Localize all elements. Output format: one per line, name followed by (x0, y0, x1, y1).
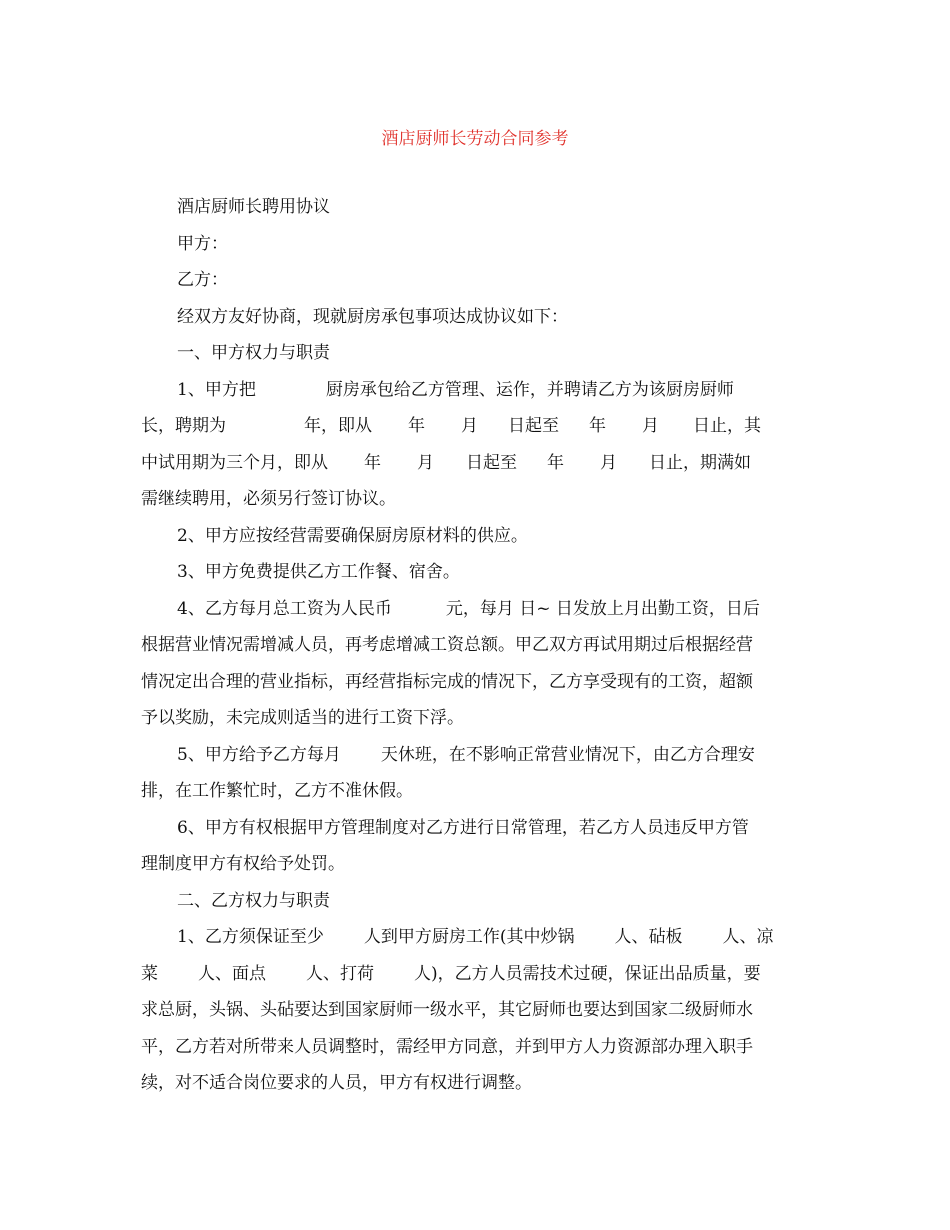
text-segment: 月 (417, 452, 434, 473)
text-segment: 年 (408, 416, 425, 436)
text-segment: 年 (589, 416, 606, 436)
text-segment: 年 (364, 452, 381, 473)
text-segment: 年 (547, 452, 564, 473)
clause-1-4-line: 情况定出合理的营业指标，再经营指标完成的情况下，乙方享受现有的工资，超额 (141, 671, 753, 692)
clause-1-3: 3、甲方免费提供乙方工作餐、宿舍。 (177, 562, 460, 582)
clause-1-5-line: 排，在工作繁忙时，乙方不准休假。 (141, 781, 413, 801)
text-segment: 1、乙方须保证至少 (177, 927, 324, 947)
clause-1-4-line (141, 591, 811, 628)
party-a-label: 甲方： (177, 233, 228, 254)
text-segment: 长，聘期为 (141, 416, 226, 436)
text-segment: 元，每月 日~ 日发放上月出勤工资，日后 (445, 598, 760, 619)
text-segment: 人、打荷 (306, 963, 374, 984)
section-heading-1: 一、甲方权力与职责 (177, 343, 330, 363)
clause-1-4-line: 根据营业情况需增减人员，再考虑增减工资总额。甲乙双方再试用期过后根据经营 (141, 635, 753, 655)
text-segment: 4、乙方每月总工资为人民币 (177, 598, 392, 619)
clause-2-1-line (141, 919, 811, 956)
clause-1-4-line: 予以奖励，未完成则适当的进行工资下浮。 (141, 708, 464, 728)
clause-2-1-line (141, 956, 811, 993)
agreement-heading: 酒店厨师长聘用协议 (177, 197, 330, 217)
clause-1-6-line: 理制度甲方有权给予处罚。 (141, 854, 345, 874)
text-segment: 日止，其 (693, 416, 761, 436)
text-segment: 月 (461, 416, 478, 436)
clause-1-2: 2、甲方应按经营需要确保厨房原材料的供应。 (177, 525, 528, 546)
text-segment: 5、甲方给予乙方每月 (177, 744, 341, 765)
text-segment: 1、甲方把 (177, 379, 256, 400)
text-segment: 月 (642, 416, 659, 436)
document-title: 酒店厨师长劳动合同参考 (381, 129, 569, 149)
intro-paragraph: 经双方友好协商，现就厨房承包事项达成协议如下： (177, 306, 568, 327)
text-segment: 人、面点 (198, 963, 266, 984)
text-segment: 日止，期满如 (649, 452, 751, 473)
section-heading-2: 二、乙方权力与职责 (177, 890, 330, 911)
clause-1-1-line (141, 445, 811, 482)
text-segment: 日起至 (466, 452, 517, 473)
clause-1-6-line: 6、甲方有权根据甲方管理制度对乙方进行日常管理，若乙方人员违反甲方管 (177, 817, 749, 838)
text-segment: 中试用期为三个月，即从 (141, 452, 328, 473)
text-segment: 年，即从 (304, 416, 372, 436)
text-segment: 厨房承包给乙方管理、运作，并聘请乙方为该厨房厨师 (325, 379, 734, 400)
clause-1-5-line (141, 737, 811, 774)
party-b-label: 乙方： (177, 270, 228, 290)
text-segment: 人)，乙方人员需技术过硬，保证出品质量，要 (414, 963, 761, 984)
document-body (141, 189, 811, 1102)
clause-2-1-line: 求总厨，头锅、头砧要达到国家厨师一级水平，其它厨师也要达到国家二级厨师水 (141, 1000, 753, 1020)
text-segment: 人、砧板 (614, 927, 683, 947)
clause-2-1-line: 平，乙方若对所带来人员调整时，需经甲方同意，并到甲方人力资源部办理入职手 (141, 1036, 753, 1057)
text-segment: 天休班，在不影响正常营业情况下，由乙方合理安 (380, 744, 755, 765)
text-segment: 日起至 (508, 416, 559, 436)
text-segment: 月 (600, 452, 617, 473)
text-segment: 人到甲方厨房工作(其中炒锅 (363, 927, 575, 947)
text-segment: 人、凉 (722, 927, 774, 947)
clause-1-1-line (141, 372, 811, 409)
clause-2-1-line: 续，对不适合岗位要求的人员，甲方有权进行调整。 (141, 1073, 532, 1093)
clause-1-1-line (141, 408, 811, 445)
text-segment: 菜 (141, 963, 158, 984)
clause-1-1-line: 需继续聘用，必须另行签订协议。 (141, 489, 396, 509)
